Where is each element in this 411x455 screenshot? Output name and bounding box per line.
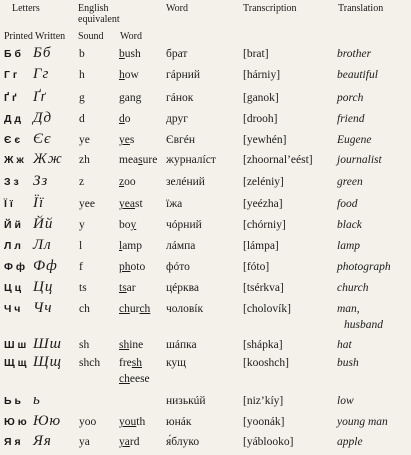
english-word-sound: l (119, 240, 123, 252)
sound: zh (79, 154, 90, 166)
english-word-rest: o (124, 113, 131, 125)
english-word-sound: you (119, 416, 137, 428)
sound: z (79, 176, 85, 188)
translation: black (337, 219, 362, 231)
english-word-rest: rd (129, 436, 140, 448)
english-word (119, 113, 131, 125)
transcription: [hárniy] (243, 69, 281, 81)
table-row (0, 413, 411, 433)
english-word (119, 48, 141, 60)
english-word-sound: s (138, 154, 143, 166)
written-letter: Гг (33, 66, 50, 82)
written-letter: Шш (33, 336, 62, 352)
english-word-rest: oo (124, 176, 136, 188)
table-row (0, 237, 411, 257)
translation: Eugene (337, 134, 372, 146)
transcription: [shápka] (243, 339, 283, 351)
printed-letter: Ф ф (4, 261, 26, 273)
transcription: [yewhén] (243, 134, 287, 146)
written-letter: Фф (33, 258, 58, 274)
written-letter: Чч (33, 300, 53, 316)
transcription: [ganok] (243, 92, 279, 104)
table-row (0, 354, 411, 385)
english-word-rest: ar (126, 282, 136, 294)
table-row (0, 45, 411, 65)
english-word-rest: s (129, 134, 135, 146)
english-word (119, 357, 142, 369)
printed-letter: Й й (4, 219, 21, 231)
printed-letter: Я я (4, 436, 21, 448)
sound: ch (79, 303, 90, 315)
written-letter: Щщ (33, 354, 62, 370)
sound: g (79, 92, 85, 104)
transcription: [chórniy] (243, 219, 286, 231)
english-word-sound: ye (119, 134, 130, 146)
english-word (119, 282, 136, 294)
written-letter: Йй (33, 216, 54, 232)
header-printed: Printed (4, 31, 33, 42)
table-row (0, 89, 411, 109)
header-transcription: Transcription (243, 3, 297, 14)
header-written: Written (35, 31, 66, 42)
transcription: [tsérkva] (243, 282, 284, 294)
english-word-rest: amp (122, 240, 143, 252)
ukrainian-word: я́блуко (166, 436, 200, 448)
english-word-rest: ine (129, 339, 144, 351)
table-row (0, 433, 411, 453)
table-row (0, 195, 411, 215)
translation: brother (337, 48, 372, 60)
written-letter: Її (33, 195, 45, 211)
english-word-sound: ts (119, 282, 127, 294)
translation: apple (337, 436, 363, 448)
english-word-line2-sound: ch (119, 373, 130, 385)
sound: yee (79, 198, 95, 210)
sound: ts (79, 282, 87, 294)
ukrainian-word: брат (166, 48, 188, 60)
translation: green (337, 176, 363, 188)
ukrainian-word: чоловíк (166, 303, 204, 315)
table-row (0, 300, 411, 331)
english-word-prefix: mea (119, 154, 139, 166)
english-word-sound: sh (131, 357, 142, 369)
written-letter: Юю (33, 413, 62, 429)
english-word-sound: ya (119, 436, 130, 448)
transcription: [yeézha] (243, 198, 283, 210)
english-word-sound: z (119, 176, 125, 188)
translation: journalist (337, 154, 382, 166)
translation: friend (337, 113, 365, 125)
sound: ye (79, 134, 90, 146)
translation: porch (337, 92, 364, 104)
table-row (0, 131, 411, 151)
translation: lamp (337, 240, 360, 252)
table-row (0, 392, 411, 412)
translation: man, (337, 303, 360, 315)
english-word-line2 (119, 373, 150, 385)
translation: beautiful (337, 69, 378, 81)
translation: young man (337, 416, 388, 428)
written-letter: ь (33, 392, 41, 408)
printed-letter: Ж ж (4, 154, 24, 166)
sound: h (79, 69, 85, 81)
printed-letter: Д д (4, 113, 22, 125)
english-word-prefix: bo (119, 219, 131, 231)
english-word (119, 69, 139, 81)
english-word-rest: ur (129, 303, 140, 315)
ukrainian-word: низькúй (166, 395, 206, 407)
english-word (119, 436, 139, 448)
table-row (0, 173, 411, 193)
table-row (0, 151, 411, 171)
ukrainian-word: чóрний (166, 219, 202, 231)
english-word (119, 303, 150, 315)
table-row (0, 279, 411, 299)
ukrainian-word: Євгéн (166, 134, 195, 146)
translation: hat (337, 339, 352, 351)
ukrainian-word: лáмпа (166, 240, 196, 252)
english-word-sound: h (119, 69, 125, 81)
english-word-rest: ure (142, 154, 158, 166)
english-word-sound: ph (119, 261, 131, 273)
english-word (119, 240, 142, 252)
ukrainian-word: друг (166, 113, 188, 125)
sound: b (79, 48, 85, 60)
written-letter: Цц (33, 279, 54, 295)
english-word (119, 134, 134, 146)
written-letter: Зз (33, 173, 49, 189)
ukrainian-word: кущ (166, 357, 187, 369)
table-row (0, 110, 411, 130)
header-letters: Letters (12, 3, 40, 14)
transcription: [yoonák] (243, 416, 285, 428)
sound: d (79, 113, 85, 125)
sound: y (79, 219, 85, 231)
ukrainian-word: журналíст (166, 154, 216, 166)
english-word-rest: st (134, 198, 143, 210)
ukrainian-word: фóто (166, 261, 190, 273)
english-word-rest: ow (124, 69, 139, 81)
english-word (119, 261, 145, 273)
sound: sh (79, 339, 90, 351)
header-translation: Translation (338, 3, 384, 14)
translation: photograph (337, 261, 391, 273)
transcription: [cholovík] (243, 303, 291, 315)
english-word-rest: ang (124, 92, 142, 104)
english-word-sound: yea (119, 198, 135, 210)
printed-letter: Ц ц (4, 282, 22, 294)
written-letter: Жж (33, 151, 63, 167)
printed-letter: Ґ ґ (4, 92, 17, 104)
transcription: [drooh] (243, 113, 278, 125)
printed-letter: Ю ю (4, 416, 27, 428)
english-word (119, 219, 136, 231)
english-word-line2-rest: eese (129, 373, 150, 385)
english-word (119, 92, 141, 104)
english-word-sound-2: ch (139, 303, 151, 315)
transcription: [brat] (243, 48, 269, 60)
header-sound: Sound (78, 31, 104, 42)
english-word-sound: ch (119, 303, 130, 315)
translation: low (337, 395, 354, 407)
transcription: [zhoornal’eést] (243, 154, 313, 166)
sound: yoo (79, 416, 97, 428)
english-word-rest: th (136, 416, 146, 428)
printed-letter: Є є (4, 134, 21, 146)
english-word-rest: oto (130, 261, 146, 273)
printed-letter: Ь ь (4, 395, 21, 407)
printed-letter: Ш ш (4, 339, 27, 351)
printed-letter: Л л (4, 240, 21, 252)
transcription: [fóto] (243, 261, 270, 273)
printed-letter: З з (4, 176, 19, 188)
transcription: [lámpa] (243, 240, 279, 252)
english-word-sound: b (119, 48, 125, 60)
printed-letter: Ч ч (4, 303, 21, 315)
written-letter: Дд (33, 110, 53, 126)
english-word-sound: g (119, 92, 125, 104)
english-word (119, 339, 143, 351)
table-row (0, 258, 411, 278)
ukrainian-word: юнáк (166, 416, 192, 428)
ukrainian-word: зелéний (166, 176, 205, 188)
table-row (0, 66, 411, 86)
sound: f (79, 261, 83, 273)
translation-line2: husband (344, 319, 383, 331)
printed-letter: Б б (4, 48, 21, 60)
english-word-rest: ush (124, 48, 141, 60)
table-row (0, 216, 411, 236)
ukrainian-word: гáнок (166, 92, 194, 104)
translation: bush (337, 357, 359, 369)
english-word (119, 198, 143, 210)
sound: ya (79, 436, 90, 448)
written-letter: Бб (33, 45, 52, 61)
transcription: [kooshch] (243, 357, 289, 369)
printed-letter: Г г (4, 69, 18, 81)
translation: food (337, 198, 358, 210)
english-word (119, 416, 145, 428)
english-word-sound: d (119, 113, 125, 125)
header-english-equivalent: English equivalent (78, 3, 120, 25)
transcription: [niz’kíy] (243, 395, 284, 407)
english-word-sound: y (130, 219, 137, 231)
ukrainian-word: гáрний (166, 69, 201, 81)
header-word-english: Word (120, 31, 142, 42)
sound: shch (79, 357, 101, 369)
ukrainian-word: шáпка (166, 339, 197, 351)
transcription: [zeléniy] (243, 176, 284, 188)
ukrainian-word: їжа (166, 198, 183, 210)
transcription: [yáblooko] (243, 436, 294, 448)
printed-letter: Щ щ (4, 357, 27, 369)
english-word-sound: sh (119, 339, 130, 351)
english-word (119, 176, 136, 188)
translation: church (337, 282, 369, 294)
printed-letter: Ї ї (4, 198, 13, 210)
english-word-prefix: fre (119, 357, 132, 369)
header-word: Word (166, 3, 188, 14)
written-letter: Лл (33, 237, 52, 253)
written-letter: Єє (33, 131, 52, 147)
english-word (119, 154, 157, 166)
ukrainian-word: цéрква (166, 282, 199, 294)
sound: l (79, 240, 83, 252)
written-letter: Ґґ (33, 89, 47, 105)
written-letter: Яя (33, 433, 52, 449)
